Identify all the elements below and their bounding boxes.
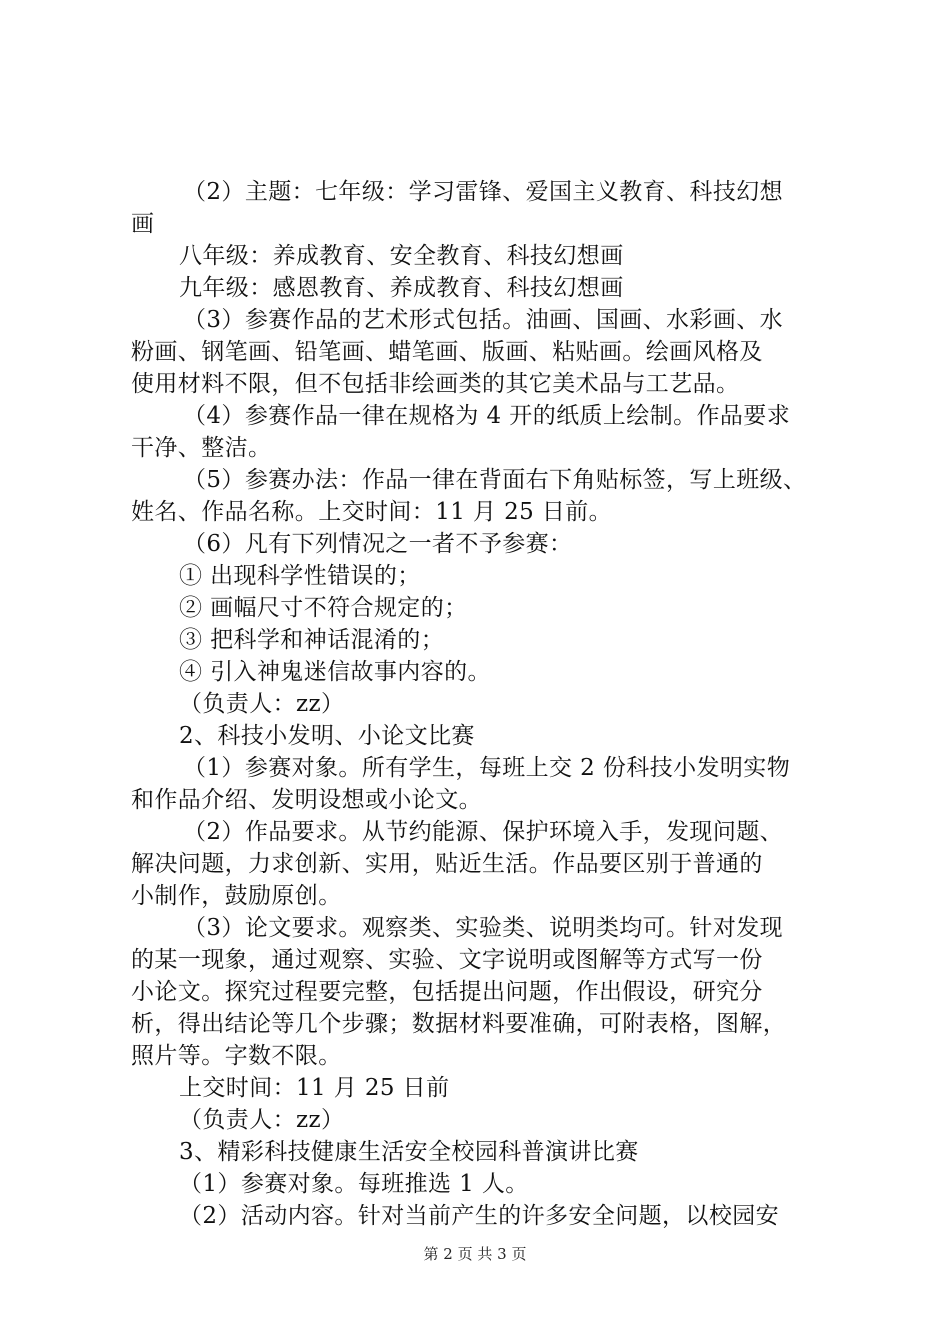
text-line: （1）参赛对象。所有学生，每班上交 2 份科技小发明实物 — [183, 755, 791, 781]
text-line: （2）主题：七年级：学习雷锋、爱国主义教育、科技幻想 — [183, 179, 784, 205]
text-line: （负责人：zz） — [179, 1107, 345, 1133]
text-line: 的某一现象，通过观察、实验、文字说明或图解等方式写一份 — [131, 947, 763, 973]
text-line: （3）参赛作品的艺术形式包括。油画、国画、水彩画、水 — [183, 307, 784, 333]
text-line: （2）活动内容。针对当前产生的许多安全问题，以校园安 — [179, 1203, 780, 1229]
text-line: （3）论文要求。观察类、实验类、说明类均可。针对发现 — [183, 915, 784, 941]
text-line: （2）作品要求。从节约能源、保护环境入手，发现问题、 — [183, 819, 784, 845]
text-line: 粉画、钢笔画、铅笔画、蜡笔画、版画、粘贴画。绘画风格及 — [131, 339, 763, 365]
text-line: 干净、整洁。 — [131, 435, 272, 461]
list-item: ④ 引入神鬼迷信故事内容的。 — [179, 659, 491, 685]
text-line: 使用材料不限，但不包括非绘画类的其它美术品与工艺品。 — [131, 371, 740, 397]
text-line: （1）参赛对象。每班推选 1 人。 — [179, 1171, 529, 1197]
text-line: 解决问题，力求创新、实用，贴近生活。作品要区别于普通的 — [131, 851, 763, 877]
text-line: 画 — [131, 211, 155, 237]
text-line: 上交时间：11 月 25 日前 — [179, 1075, 450, 1101]
page-footer: 第 2 页 共 3 页 — [423, 1245, 527, 1263]
section-heading: 2、科技小发明、小论文比赛 — [179, 723, 475, 749]
text-line: 九年级：感恩教育、养成教育、科技幻想画 — [179, 275, 624, 301]
text-line: 小论文。探究过程要完整，包括提出问题，作出假设，研究分 — [131, 979, 763, 1005]
text-line: 八年级：养成教育、安全教育、科技幻想画 — [179, 243, 624, 269]
text-line: （5）参赛办法：作品一律在背面右下角贴标签，写上班级、 — [183, 467, 807, 493]
text-line: （6）凡有下列情况之一者不予参赛： — [183, 531, 573, 557]
list-item: ③ 把科学和神话混淆的； — [179, 627, 445, 653]
document-body — [131, 176, 831, 1232]
text-line: （4）参赛作品一律在规格为 4 开的纸质上绘制。作品要求 — [183, 403, 791, 429]
text-line: （负责人：zz） — [179, 691, 345, 717]
section-heading: 3、精彩科技健康生活安全校园科普演讲比赛 — [179, 1139, 639, 1165]
list-item: ① 出现科学性错误的； — [179, 563, 421, 589]
text-line: 析，得出结论等几个步骤；数据材料要准确，可附表格，图解， — [131, 1011, 787, 1037]
text-line: 姓名、作品名称。上交时间：11 月 25 日前。 — [131, 499, 613, 525]
text-line: 小制作，鼓励原创。 — [131, 883, 342, 909]
text-line: 和作品介绍、发明设想或小论文。 — [131, 787, 482, 813]
list-item: ② 画幅尺寸不符合规定的； — [179, 595, 468, 621]
text-line: 照片等。字数不限。 — [131, 1043, 342, 1069]
